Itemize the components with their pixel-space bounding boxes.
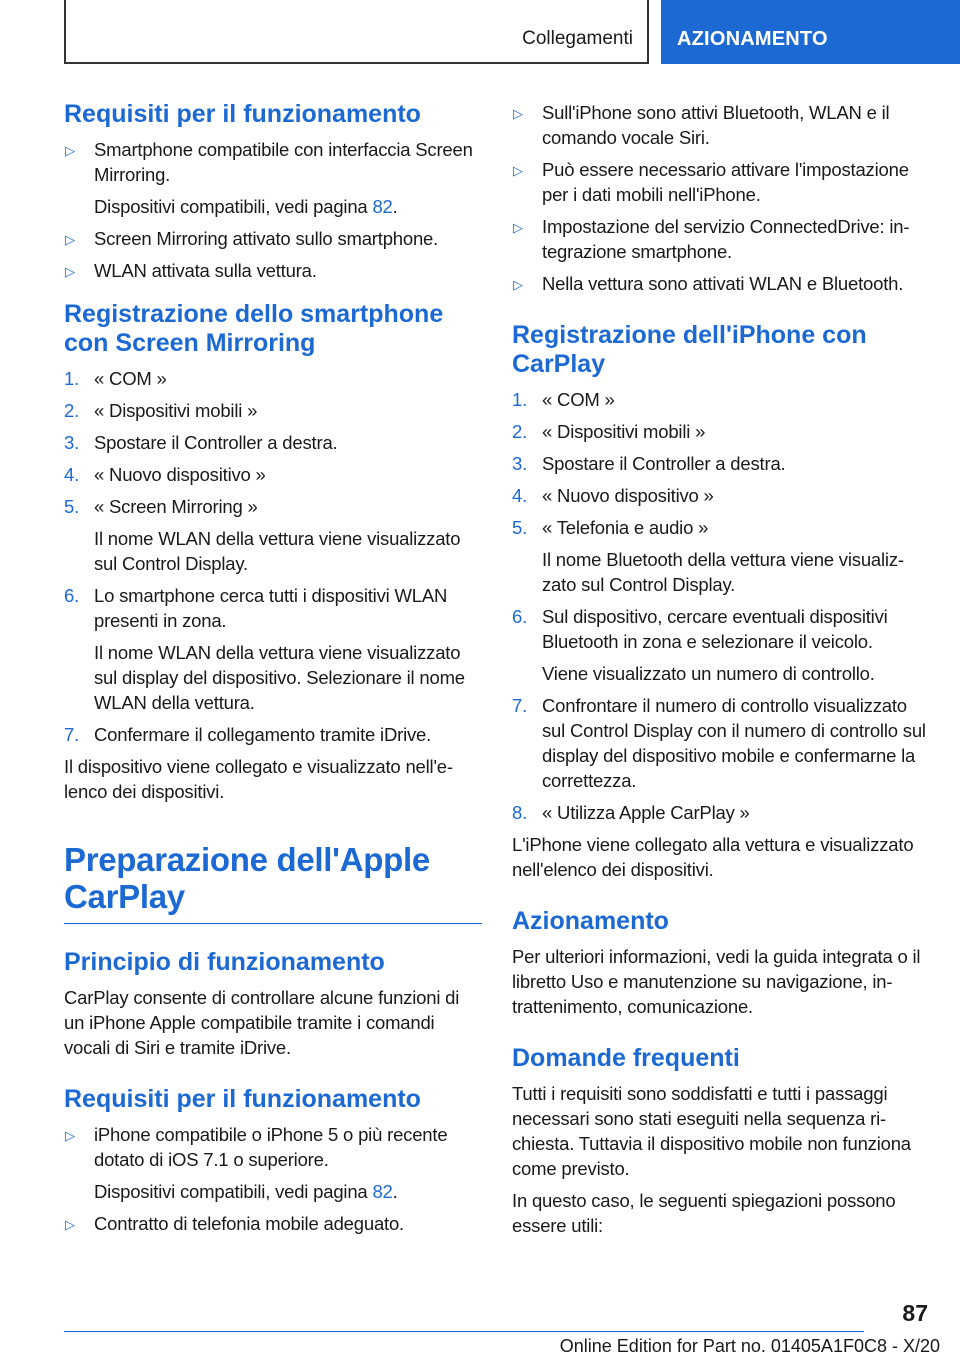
chapter-heading-wrap — [64, 841, 482, 924]
step-item: 7. Confermare il collegamento tramite iDrive. — [64, 724, 432, 745]
step-item: 6. Sul dispositivo, cercare eventuali dispositivi Bluetooth in zona e selezionare il veicolo. — [512, 606, 888, 652]
paragraph: L'iPhone viene collegato alla vettura e visualizzato nell'elenco dei dispositivi. — [512, 834, 914, 880]
list-item: ▷ Screen Mirroring attivato sullo smartphone. — [64, 226, 482, 251]
step-item: 6. Lo smartphone cerca tutti i dispositivi WLAN presenti in zona. — [64, 585, 448, 631]
step-item: 2. « Dispositivi mobili » — [512, 421, 706, 442]
list-item: ▷ Può essere necessario attivare l'impostazione per i dati mobili nell'iPhone. — [513, 159, 909, 205]
triangle-bullet-icon: ▷ — [513, 106, 523, 121]
triangle-bullet-icon: ▷ — [513, 277, 523, 292]
paragraph: CarPlay consente di controllare alcune funzioni di un iPhone Apple compatibile tramite i comandi vocali di Siri e tramite iDrive. — [64, 987, 460, 1058]
page-link[interactable]: 82 — [372, 196, 393, 217]
step-item: 2. « Dispositivi mobili » — [64, 400, 258, 421]
triangle-bullet-icon: ▷ — [513, 220, 523, 235]
step-item: 5. « Telefonia e audio » — [512, 517, 709, 538]
list-item: ▷ Contratto di telefonia mobile adeguato. — [64, 1211, 482, 1236]
header-section-label: Collegamenti — [522, 28, 633, 49]
page-number: 87 — [902, 1300, 928, 1326]
step-item: 1. « COM » — [64, 368, 167, 389]
heading-requisiti-1: Requisiti per il funzionamento — [64, 100, 421, 128]
list-item: ▷ Impostazione del servizio ConnectedDrive: integrazione smartphone. — [513, 216, 910, 262]
triangle-bullet-icon: ▷ — [65, 264, 75, 279]
list-item: ▷ Sull'iPhone sono attivi Bluetooth, WLAN e il comando vocale Siri. — [513, 102, 890, 148]
heading-preparazione-carplay: Preparazione dell'Apple CarPlay — [64, 841, 430, 915]
list-item: ▷ Nella vettura sono attivati WLAN e Bluetooth. — [512, 271, 928, 296]
step-item: 1. « COM » — [512, 389, 615, 410]
triangle-bullet-icon: ▷ — [65, 143, 75, 158]
left-column — [64, 100, 482, 1243]
heading-principio: Principio di funzionamento — [64, 948, 385, 976]
paragraph: Il dispositivo viene collegato e visualizzato nell'elenco dei dispositivi. — [64, 756, 454, 802]
heading-registrazione-iphone: Registrazione dell'iPhone con CarPlay — [512, 321, 867, 378]
step-item: 8. « Utilizza Apple CarPlay » — [512, 802, 750, 823]
paragraph: Per ulteriori informazioni, vedi la guida integrata o il libretto Uso e manutenzione su navigazione, intrattenimento, comunicazione. — [512, 946, 921, 1017]
footer-edition: Online Edition for Part no. 01405A1F0C8 - X/20 — [559, 1336, 940, 1356]
paragraph: In questo caso, le seguenti spiegazioni possono essere utili: — [512, 1190, 896, 1236]
header-chapter-label: AZIONAMENTO — [677, 28, 828, 50]
paragraph: Tutti i requisiti sono soddisfatti e tutti i passaggi necessari sono stati eseguiti nella sequenza richiesta. Tuttavia il dispositivo mobile non funziona come previsto. — [512, 1083, 911, 1179]
triangle-bullet-icon: ▷ — [65, 1128, 75, 1143]
heading-requisiti-2: Requisiti per il funzionamento — [64, 1085, 421, 1113]
step-item: 7. Confrontare il numero di controllo visualizzato sul Control Display con il numero di controllo sul display del dispositivo mobile e confermarne la correttezza. — [512, 695, 926, 791]
step-note: Il nome WLAN della vettura viene visualizzato sul display del dispositivo. Selezionare il nome WLAN della vettura. — [94, 642, 465, 713]
heading-registrazione-smartphone: Registrazione dello smartphone con Screen Mirroring — [64, 300, 444, 357]
step-item: 3. Spostare il Controller a destra. — [64, 432, 338, 453]
page-link[interactable]: 82 — [372, 1181, 393, 1202]
header-section-box — [64, 0, 649, 64]
right-column — [512, 100, 928, 1245]
list-item: ▷ iPhone compatibile o iPhone 5 o più recente dotato di iOS 7.1 o superiore. — [65, 1124, 448, 1170]
step-item: 5. « Screen Mirroring » — [64, 496, 258, 517]
step-note: Il nome WLAN della vettura viene visualizzato sul Control Display. — [94, 528, 461, 574]
list-item: ▷ Smartphone compatibile con interfaccia Screen Mirroring. — [65, 139, 473, 185]
heading-azionamento: Azionamento — [512, 907, 669, 935]
list-item-note: Dispositivi compatibili, vedi pagina 82. — [94, 1181, 398, 1202]
triangle-bullet-icon: ▷ — [65, 1217, 75, 1232]
step-note: Il nome Bluetooth della vettura viene visualizzato sul Control Display. — [542, 549, 905, 595]
step-item: 4. « Nuovo dispositivo » — [512, 485, 714, 506]
step-item: 4. « Nuovo dispositivo » — [64, 464, 266, 485]
step-item: 3. Spostare il Controller a destra. — [512, 453, 786, 474]
triangle-bullet-icon: ▷ — [513, 163, 523, 178]
list-item-note: Dispositivi compatibili, vedi pagina 82. — [94, 196, 398, 217]
triangle-bullet-icon: ▷ — [65, 232, 75, 247]
list-item: ▷ WLAN attivata sulla vettura. — [64, 258, 482, 283]
heading-domande-frequenti: Domande frequenti — [512, 1044, 740, 1072]
header-chapter-box — [661, 0, 960, 64]
footer-divider — [64, 1331, 864, 1332]
step-note: Viene visualizzato un numero di controllo. — [542, 663, 875, 684]
